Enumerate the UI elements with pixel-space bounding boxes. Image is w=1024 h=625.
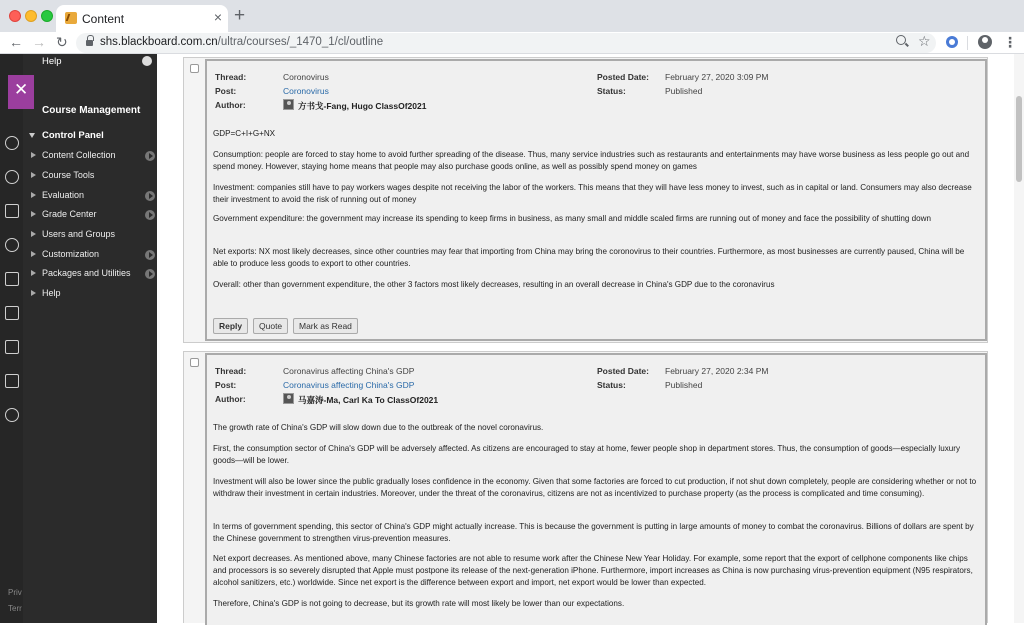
chevron-right-icon	[31, 290, 36, 296]
url-host: shs.blackboard.com.cn	[100, 36, 218, 48]
courses-rail-icon[interactable]	[5, 204, 19, 218]
course-management-title: Course Management	[42, 105, 141, 116]
post-paragraph: Consumption: people are forced to stay home to avoid further spreading of the disease. Thus, many service industries such as restaurants and entertainments may have worse business as less people go out and spend money. However, staying home means that people may also purchase goods online, as well as possibly spend money on games	[213, 150, 970, 172]
profile-icon[interactable]	[978, 35, 992, 49]
globe-rail-icon[interactable]	[5, 170, 19, 184]
post-paragraph: Overall: other than government expenditure, the other 3 factors most likely decreases, resulting in an overall decrease in China's GDP due to the coronavirus	[213, 280, 775, 289]
thread-label: Thread:	[215, 72, 247, 82]
control-panel-expand-icon[interactable]	[29, 133, 35, 138]
author-label: Author:	[215, 394, 246, 404]
terms-link[interactable]: Terr	[8, 604, 22, 613]
privacy-link[interactable]: Priv	[8, 588, 22, 597]
browser-tab-bar	[0, 0, 1024, 32]
tab-title: Content	[82, 12, 125, 26]
zoom-icon[interactable]	[896, 35, 906, 45]
post-card	[183, 351, 988, 623]
chevron-right-icon	[31, 270, 36, 276]
toolbar-divider	[967, 36, 968, 50]
reload-button[interactable]: ↻	[56, 34, 68, 50]
help-go-icon[interactable]	[142, 56, 152, 66]
blackboard-favicon-icon	[65, 12, 77, 24]
post-body	[205, 59, 987, 341]
status-label: Status:	[597, 86, 626, 96]
lock-icon	[86, 38, 93, 47]
close-icon: ✕	[14, 80, 29, 99]
menu-users-groups[interactable]: Users and Groups	[42, 229, 116, 239]
tools-rail-icon[interactable]	[5, 374, 19, 388]
organizations-rail-icon[interactable]	[5, 238, 19, 252]
posted-date-label: Posted Date:	[597, 366, 649, 376]
content-scrollbar[interactable]	[1014, 54, 1024, 623]
status-label: Status:	[597, 380, 626, 390]
post-paragraph: Investment will also be lower since the public gradually loses confidence in the economy. Given that some factories are forced to cut production, if not shut down completely, people are considering whether or not to withdraw their investment in certain industries. Moreover, under the threat of the coronavirus, citizens are not as incentivized to purchase property (as the process is complicated and time consuming).	[213, 477, 977, 499]
thread-label: Thread:	[215, 366, 247, 376]
post-paragraph: First, the consumption sector of China's GDP will be adversely affected. As citizens are encouraged to stay at home, fewer people shop in department stores. Thus, the consumption of goods—especially luxury goods—will be lower.	[213, 444, 961, 466]
status-value: Published	[665, 86, 703, 96]
avatar	[283, 99, 294, 110]
post-paragraph: Investment: companies still have to pay workers wages despite not receiving the labor of the workers. This means that they will have less money to invest, such as in capital or land. Consumers may also decrease their investment to avoid the risk of running out of money	[213, 183, 972, 205]
menu-help[interactable]: Help	[42, 288, 61, 298]
tab-close-icon[interactable]: ×	[213, 9, 222, 25]
app-icon-rail	[0, 54, 23, 623]
close-panel-button[interactable]	[8, 75, 34, 109]
forward-button[interactable]: →	[32, 34, 46, 50]
post-label: Post:	[215, 380, 237, 390]
menu-grade-center[interactable]: Grade Center	[42, 209, 97, 219]
profile-rail-icon[interactable]	[5, 136, 19, 150]
post-link[interactable]: Coronovirus	[283, 86, 329, 96]
control-panel-title[interactable]: Control Panel	[42, 130, 104, 141]
post-paragraph: Therefore, China's GDP is not going to decrease, but its growth rate will most likely be lower than our expectations.	[213, 599, 625, 608]
back-button[interactable]: ←	[9, 34, 23, 50]
post-paragraph: Net export decreases. As mentioned above, many Chinese factories are not able to resume work after the Chinese New Year Holiday. For example, some report that the export of cellphone components like chips and processors is so severely disrupted that Apple must postpone its release of the next-generation iPhone. Furthermore, import increases as China is now purchasing virus-prevention equipment (N95 respirators, alcohol sanitizers, etc.) worldwide. Since net export is the difference between export and import, net export would be lower than expected.	[213, 554, 973, 588]
post-link[interactable]: Coronavirus affecting China's GDP	[283, 380, 415, 390]
chevron-right-icon	[31, 251, 36, 257]
browser-toolbar	[0, 32, 1024, 54]
chevron-right-icon	[31, 172, 36, 178]
post-select-checkbox[interactable]	[190, 358, 199, 367]
quote-button[interactable]: Quote	[253, 318, 288, 334]
post-label: Post:	[215, 86, 237, 96]
window-close-button[interactable]	[9, 10, 21, 22]
post-paragraph: GDP=C+I+G+NX	[213, 129, 276, 138]
chevron-right-icon	[31, 152, 36, 158]
author-label: Author:	[215, 100, 246, 110]
post-paragraph: In terms of government spending, this sector of China's GDP might actually increase. This is because the government is putting in large amounts of money to combat the coronavirus. Billions of dollars are spent by the Chinese government to strengthen virus-prevention measures.	[213, 522, 974, 544]
go-arrow-icon[interactable]	[145, 269, 155, 279]
author-name[interactable]: 方书戈-Fang, Hugo ClassOf2021	[298, 101, 427, 111]
bookmark-star-icon[interactable]: ☆	[918, 33, 931, 49]
calendar-rail-icon[interactable]	[5, 272, 19, 286]
menu-course-tools[interactable]: Course Tools	[42, 170, 95, 180]
post-card	[183, 57, 988, 343]
browser-tab[interactable]	[56, 5, 228, 32]
post-body	[205, 353, 987, 625]
chevron-right-icon	[31, 231, 36, 237]
post-paragraph: Government expenditure: the government may increase its spending to keep firms in business, as many small and middle scaled firms are running out of money and face the possibility of shutting down	[213, 214, 932, 223]
window-zoom-button[interactable]	[41, 10, 53, 22]
extension-icon[interactable]	[946, 36, 958, 48]
status-value: Published	[665, 380, 703, 390]
posted-date-value: February 27, 2020 2:34 PM	[665, 366, 769, 376]
scrollbar-thumb[interactable]	[1016, 96, 1022, 182]
go-arrow-icon[interactable]	[145, 191, 155, 201]
window-minimize-button[interactable]	[25, 10, 37, 22]
post-paragraph: Net exports: NX most likely decreases, since other countries may fear that importing from China may bring the coronovirus to their countries. Furthermore, as most businesses are currently paused, China will be able to produce less goods to export to other countries.	[213, 247, 965, 269]
posted-date-label: Posted Date:	[597, 72, 649, 82]
menu-packages-utilities[interactable]: Packages and Utilities	[42, 268, 131, 278]
reply-button[interactable]: Reply	[213, 318, 248, 334]
chevron-right-icon	[31, 211, 36, 217]
post-paragraph: The growth rate of China's GDP will slow down due to the outbreak of the novel coronavirus.	[213, 423, 544, 432]
go-arrow-icon[interactable]	[145, 210, 155, 220]
avatar	[283, 393, 294, 404]
posted-date-value: February 27, 2020 3:09 PM	[665, 72, 769, 82]
browser-menu-icon[interactable]: ⋮	[1003, 34, 1017, 50]
menu-content-collection[interactable]: Content Collection	[42, 150, 116, 160]
messages-rail-icon[interactable]	[5, 306, 19, 320]
go-arrow-icon[interactable]	[145, 151, 155, 161]
signout-rail-icon[interactable]	[5, 408, 19, 422]
post-select-checkbox[interactable]	[190, 64, 199, 73]
thread-value: Coronovirus	[283, 72, 329, 82]
menu-customization[interactable]: Customization	[42, 249, 100, 259]
chevron-right-icon	[31, 192, 36, 198]
mark-as-read-button[interactable]: Mark as Read	[293, 318, 358, 334]
go-arrow-icon[interactable]	[145, 250, 155, 260]
address-bar[interactable]	[76, 33, 936, 53]
author-name[interactable]: 马嘉涛-Ma, Carl Ka To ClassOf2021	[298, 395, 439, 405]
menu-evaluation[interactable]: Evaluation	[42, 190, 85, 200]
url-text	[100, 36, 383, 48]
panel-help-top[interactable]: Help	[42, 56, 62, 67]
new-tab-button[interactable]: +	[234, 5, 246, 26]
grades-rail-icon[interactable]	[5, 340, 19, 354]
url-path: /ultra/courses/_1470_1/cl/outline	[217, 36, 384, 48]
thread-value: Coronavirus affecting China's GDP	[283, 366, 415, 376]
